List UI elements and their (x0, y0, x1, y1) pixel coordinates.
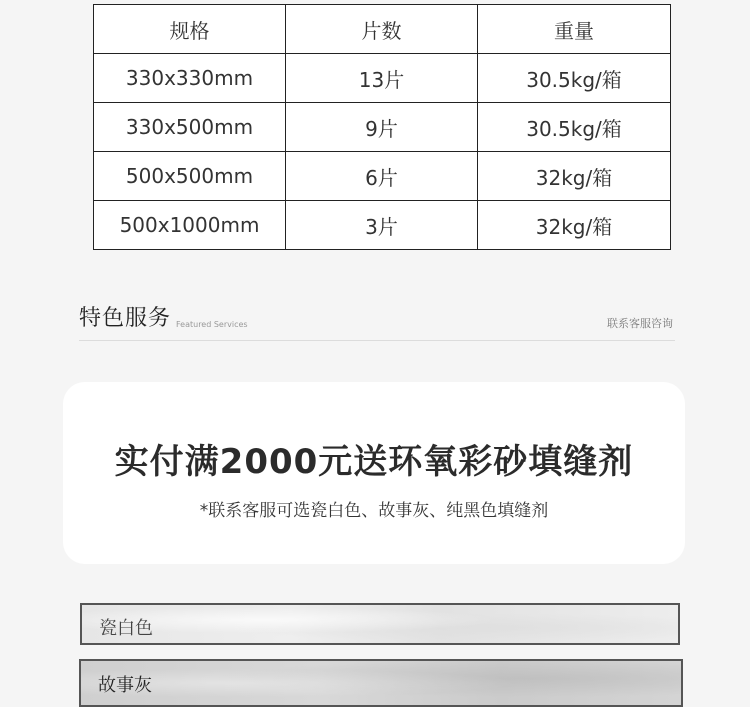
cell-weight: 30.5kg/箱 (478, 54, 671, 103)
cell-spec: 330x330mm (94, 54, 286, 103)
header-pieces: 片数 (286, 5, 478, 54)
spec-table (93, 4, 671, 250)
cell-weight: 32kg/箱 (478, 201, 671, 250)
table-header-row (94, 5, 671, 54)
contact-service-link[interactable]: 联系客服咨询 (607, 317, 673, 330)
cell-pieces: 9片 (286, 103, 478, 152)
cell-spec: 500x1000mm (94, 201, 286, 250)
swatch-label: 瓷白色 (99, 618, 153, 639)
cell-spec: 330x500mm (94, 103, 286, 152)
swatch-label: 故事灰 (98, 675, 152, 696)
swatch-porcelain-white (80, 603, 680, 645)
table-row (94, 103, 671, 152)
section-subtitle: Featured Services (176, 320, 248, 329)
header-spec: 规格 (94, 5, 286, 54)
promo-note: *联系客服可选瓷白色、故事灰、纯黑色填缝剂 (199, 501, 549, 521)
header-weight: 重量 (478, 5, 671, 54)
cell-pieces: 3片 (286, 201, 478, 250)
cell-pieces: 13片 (286, 54, 478, 103)
cell-weight: 32kg/箱 (478, 152, 671, 201)
section-header (79, 298, 675, 341)
table-row (94, 201, 671, 250)
table-row (94, 54, 671, 103)
promo-card (63, 382, 685, 564)
cell-pieces: 6片 (286, 152, 478, 201)
table-row (94, 152, 671, 201)
section-title: 特色服务 (79, 306, 172, 331)
promo-headline: 实付满2000元送环氧彩砂填缝剂 (114, 442, 634, 482)
cell-spec: 500x500mm (94, 152, 286, 201)
cell-weight: 30.5kg/箱 (478, 103, 671, 152)
